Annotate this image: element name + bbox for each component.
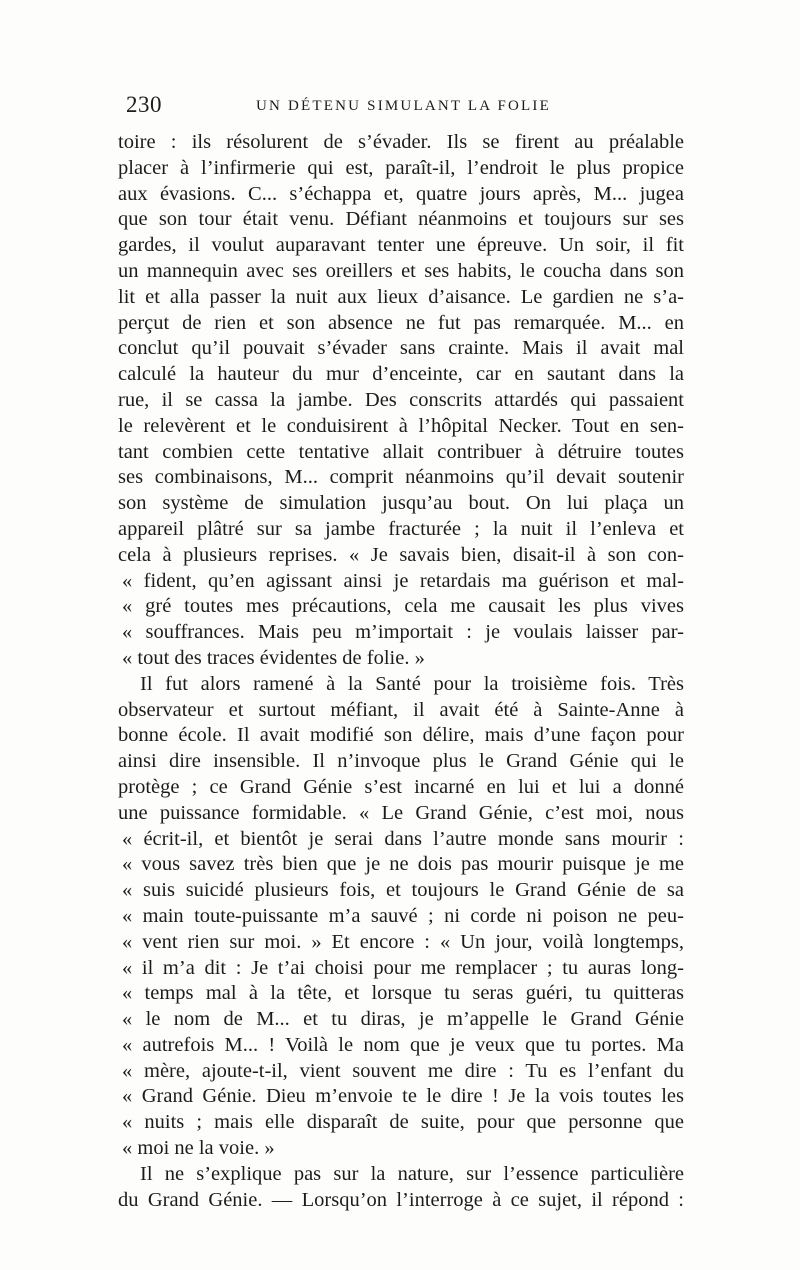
text-line: lit et alla passer la nuit aux lieux d’aisance. Le gardien ne s’a- bbox=[118, 285, 684, 308]
text-line: « main toute-puissante m’a sauvé ; ni corde ni poison ne peu- bbox=[122, 904, 684, 927]
text-line: ainsi dire insensible. Il n’invoque plus le Grand Génie qui le bbox=[118, 750, 684, 773]
text-line: cela à plusieurs reprises. « Je savais bien, disait-il à son con- bbox=[118, 543, 684, 566]
text-line: observateur et surtout méfiant, il avait été à Sainte-Anne à bbox=[118, 698, 684, 721]
running-head bbox=[126, 92, 682, 122]
text-line: Il ne s’explique pas sur la nature, sur l’essence particulière bbox=[140, 1162, 684, 1185]
text-line: aux évasions. C... s’échappa et, quatre jours après, M... jugea bbox=[118, 182, 684, 205]
text-line: un mannequin avec ses oreillers et ses habits, le coucha dans son bbox=[118, 259, 684, 282]
text-line: « vent rien sur moi. » Et encore : « Un jour, voilà longtemps, bbox=[122, 930, 684, 953]
text-line: appareil plâtré sur sa jambe fracturée ; la nuit il l’enleva et bbox=[118, 517, 684, 540]
text-line: « nuits ; mais elle disparaît de suite, pour que personne que bbox=[122, 1111, 684, 1134]
text-line: le relevèrent et le conduisirent à l’hôpital Necker. Tout en sen- bbox=[118, 414, 684, 437]
text-line: ses combinaisons, M... comprit néanmoins qu’il devait soutenir bbox=[118, 466, 684, 489]
text-line: « Grand Génie. Dieu m’envoie te le dire ! Je la vois toutes les bbox=[122, 1085, 684, 1108]
text-line: « gré toutes mes précautions, cela me causait les plus vives bbox=[122, 595, 684, 618]
text-line: « fident, qu’en agissant ainsi je retardais ma guérison et mal- bbox=[122, 569, 684, 592]
text-line: « souffrances. Mais peu m’importait : je voulais laisser par- bbox=[122, 621, 684, 644]
text-line: rue, il se cassa la jambe. Des conscrits attardés qui passaient bbox=[118, 388, 684, 411]
text-line: « écrit-il, et bientôt je serai dans l’autre monde sans mourir : bbox=[122, 827, 684, 850]
text-line: son système de simulation jusqu’au bout. On lui plaça un bbox=[118, 492, 684, 515]
text-line: « il m’a dit : Je t’ai choisi pour me remplacer ; tu auras long- bbox=[122, 956, 684, 979]
text-line: conclut qu’il pouvait s’évader sans crainte. Mais il avait mal bbox=[118, 337, 684, 360]
text-line: « tout des traces évidentes de folie. » bbox=[122, 646, 425, 669]
text-line: « le nom de M... et tu diras, je m’appelle le Grand Génie bbox=[122, 1008, 684, 1031]
text-line: bonne école. Il avait modifié son délire, mais d’une façon pour bbox=[118, 724, 684, 747]
text-line: perçut de rien et son absence ne fut pas remarquée. M... en bbox=[118, 311, 684, 334]
text-line: « moi ne la voie. » bbox=[122, 1137, 275, 1160]
text-line: du Grand Génie. — Lorsqu’on l’interroge à ce sujet, il répond : bbox=[118, 1188, 684, 1211]
page-number: 230 bbox=[126, 92, 162, 117]
text-line: gardes, il voulut auparavant tenter une épreuve. Un soir, il fit bbox=[118, 234, 684, 257]
text-line: toire : ils résolurent de s’évader. Ils se firent au préalable bbox=[118, 131, 684, 153]
text-line: « suis suicidé plusieurs fois, et toujours le Grand Génie de sa bbox=[122, 879, 684, 902]
text-line: que son tour était venu. Défiant néanmoins et toujours sur ses bbox=[118, 208, 684, 231]
running-title: UN DÉTENU SIMULANT LA FOLIE bbox=[256, 98, 551, 114]
text-line: placer à l’infirmerie qui est, paraît-il, l’endroit le plus propice bbox=[118, 156, 684, 179]
text-line: « vous savez très bien que je ne dois pas mourir puisque je me bbox=[122, 853, 684, 876]
text-line: Il fut alors ramené à la Santé pour la troisième fois. Très bbox=[140, 672, 684, 695]
text-line: protège ; ce Grand Génie s’est incarné en lui et lui a donné bbox=[118, 775, 684, 798]
text-line: « mère, ajoute-t-il, vient souvent me dire : Tu es l’enfant du bbox=[122, 1059, 684, 1082]
body-text bbox=[118, 130, 684, 1213]
text-line: calculé la hauteur du mur d’enceinte, car en sautant dans la bbox=[118, 363, 684, 386]
text-line: tant combien cette tentative allait contribuer à détruire toutes bbox=[118, 440, 684, 463]
text-line: « autrefois M... ! Voilà le nom que je veux que tu portes. Ma bbox=[122, 1033, 684, 1056]
text-line: « temps mal à la tête, et lorsque tu seras guéri, tu quitteras bbox=[122, 982, 684, 1005]
text-line: une puissance formidable. « Le Grand Génie, c’est moi, nous bbox=[118, 801, 684, 824]
